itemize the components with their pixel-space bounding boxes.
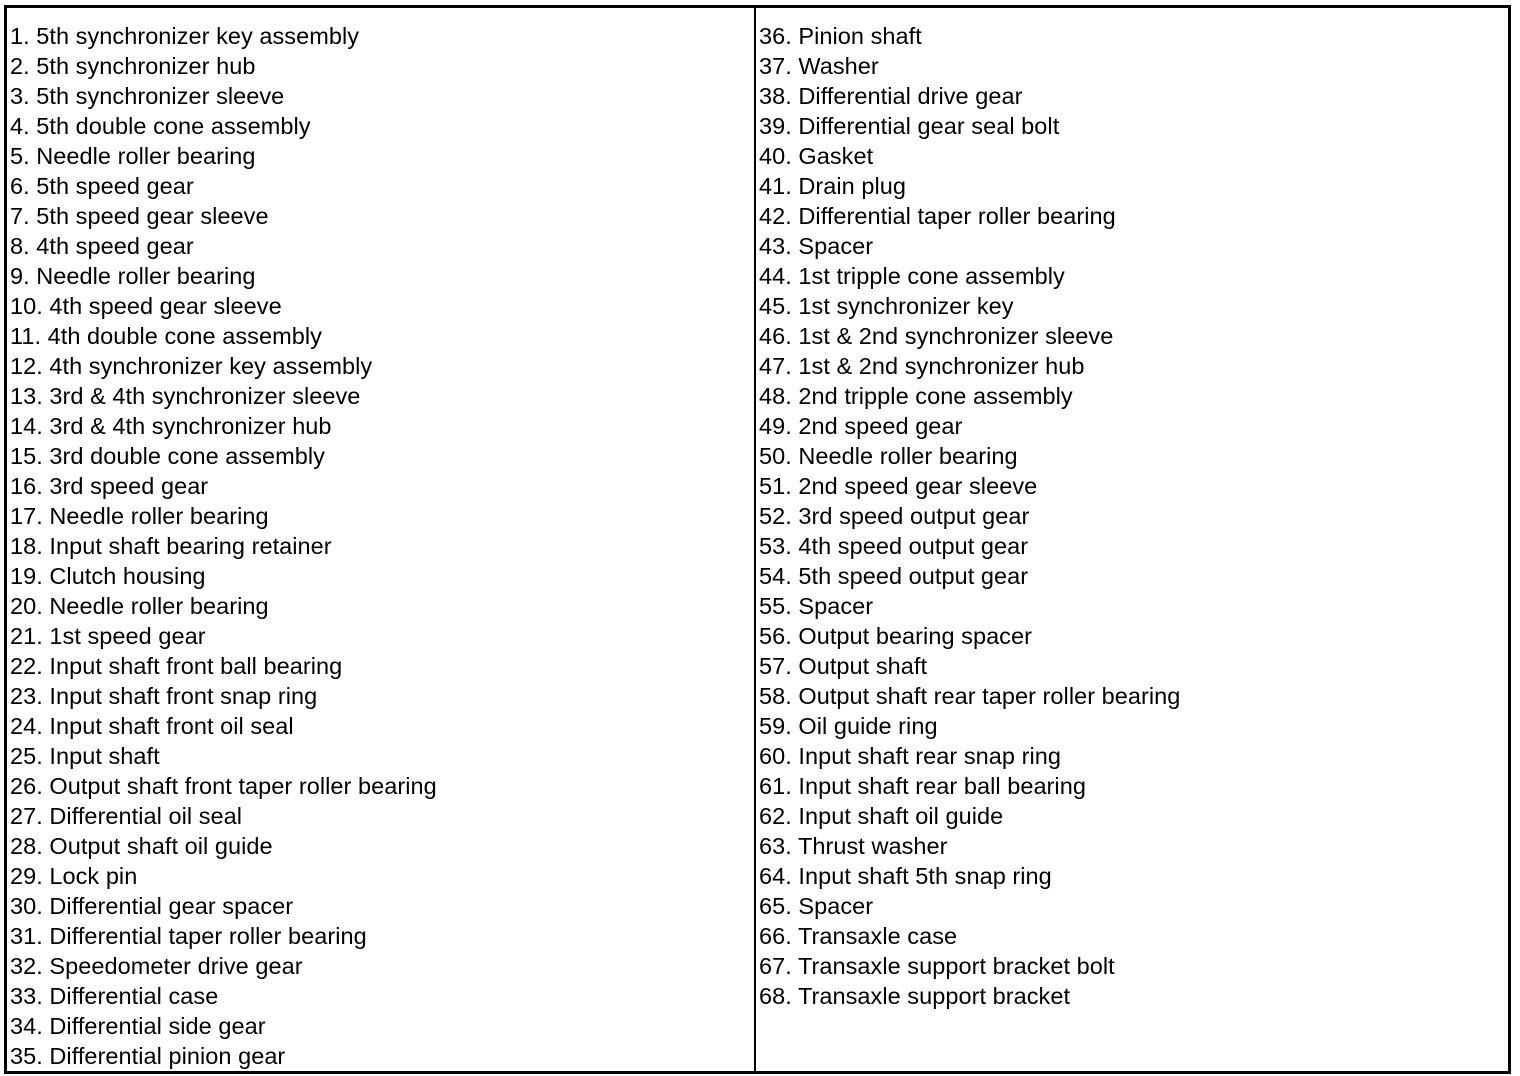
- legend-item: 24. Input shaft front oil seal: [10, 713, 294, 739]
- legend-item: 26. Output shaft front taper roller bearing: [10, 773, 437, 799]
- legend-item: 63. Thrust washer: [759, 833, 948, 859]
- legend-item: 4. 5th double cone assembly: [10, 113, 311, 139]
- legend-item: 51. 2nd speed gear sleeve: [759, 473, 1038, 499]
- legend-item: 30. Differential gear spacer: [10, 893, 294, 919]
- legend-item: 23. Input shaft front snap ring: [10, 683, 318, 709]
- legend-item: 18. Input shaft bearing retainer: [10, 533, 332, 559]
- legend-item: 35. Differential pinion gear: [10, 1043, 286, 1069]
- legend-item: 48. 2nd tripple cone assembly: [759, 383, 1073, 409]
- legend-item: 50. Needle roller bearing: [759, 443, 1018, 469]
- legend-item: 38. Differential drive gear: [759, 83, 1023, 109]
- legend-item: 10. 4th speed gear sleeve: [10, 293, 282, 319]
- legend-item: 19. Clutch housing: [10, 563, 206, 589]
- legend-item: 32. Speedometer drive gear: [10, 953, 303, 979]
- legend-item: 34. Differential side gear: [10, 1013, 266, 1039]
- legend-item: 49. 2nd speed gear: [759, 413, 963, 439]
- legend-item: 54. 5th speed output gear: [759, 563, 1029, 589]
- legend-item: 13. 3rd & 4th synchronizer sleeve: [10, 383, 361, 409]
- legend-item: 59. Oil guide ring: [759, 713, 938, 739]
- legend-item: 6. 5th speed gear: [10, 173, 194, 199]
- legend-item: 8. 4th speed gear: [10, 233, 194, 259]
- legend-item: 65. Spacer: [759, 893, 874, 919]
- legend-item: 61. Input shaft rear ball bearing: [759, 773, 1086, 799]
- legend-item: 31. Differential taper roller bearing: [10, 923, 367, 949]
- legend-item: 58. Output shaft rear taper roller bearing: [759, 683, 1181, 709]
- legend-item: 52. 3rd speed output gear: [759, 503, 1030, 529]
- legend-item: 1. 5th synchronizer key assembly: [10, 23, 360, 49]
- legend-item: 62. Input shaft oil guide: [759, 803, 1004, 829]
- legend-item: 40. Gasket: [759, 143, 874, 169]
- legend-item: 14. 3rd & 4th synchronizer hub: [10, 413, 332, 439]
- legend-item: 64. Input shaft 5th snap ring: [759, 863, 1052, 889]
- legend-item: 39. Differential gear seal bolt: [759, 113, 1060, 139]
- legend-item: 55. Spacer: [759, 593, 874, 619]
- legend-item: 3. 5th synchronizer sleeve: [10, 83, 285, 109]
- legend-item: 2. 5th synchronizer hub: [10, 53, 256, 79]
- legend-item: 45. 1st synchronizer key: [759, 293, 1014, 319]
- legend-item: 33. Differential case: [10, 983, 219, 1009]
- legend-item: 9. Needle roller bearing: [10, 263, 256, 289]
- legend-item: 60. Input shaft rear snap ring: [759, 743, 1061, 769]
- legend-item: 44. 1st tripple cone assembly: [759, 263, 1065, 289]
- legend-item: 16. 3rd speed gear: [10, 473, 209, 499]
- legend-item: 29. Lock pin: [10, 863, 138, 889]
- legend-item: 28. Output shaft oil guide: [10, 833, 273, 859]
- legend-item: 47. 1st & 2nd synchronizer hub: [759, 353, 1085, 379]
- legend-item: 5. Needle roller bearing: [10, 143, 256, 169]
- legend-item: 27. Differential oil seal: [10, 803, 243, 829]
- parts-legend-table: [4, 5, 1511, 1074]
- legend-item: 36. Pinion shaft: [759, 23, 922, 49]
- legend-item: 12. 4th synchronizer key assembly: [10, 353, 373, 379]
- legend-item: 42. Differential taper roller bearing: [759, 203, 1116, 229]
- legend-item: 25. Input shaft: [10, 743, 160, 769]
- legend-item: 53. 4th speed output gear: [759, 533, 1029, 559]
- legend-item: 68. Transaxle support bracket: [759, 983, 1071, 1009]
- legend-item: 56. Output bearing spacer: [759, 623, 1032, 649]
- legend-item: 20. Needle roller bearing: [10, 593, 269, 619]
- legend-column-right: [756, 8, 1508, 1071]
- legend-item: 11. 4th double cone assembly: [10, 323, 322, 349]
- legend-item: 67. Transaxle support bracket bolt: [759, 953, 1115, 979]
- legend-item: 41. Drain plug: [759, 173, 907, 199]
- legend-item: 17. Needle roller bearing: [10, 503, 269, 529]
- legend-item: 21. 1st speed gear: [10, 623, 206, 649]
- legend-item: 46. 1st & 2nd synchronizer sleeve: [759, 323, 1114, 349]
- legend-item: 43. Spacer: [759, 233, 874, 259]
- legend-item: 7. 5th speed gear sleeve: [10, 203, 269, 229]
- legend-item: 22. Input shaft front ball bearing: [10, 653, 343, 679]
- legend-column-left: [7, 8, 756, 1071]
- legend-item: 15. 3rd double cone assembly: [10, 443, 325, 469]
- legend-item: 66. Transaxle case: [759, 923, 958, 949]
- legend-item: 57. Output shaft: [759, 653, 928, 679]
- legend-item: 37. Washer: [759, 53, 879, 79]
